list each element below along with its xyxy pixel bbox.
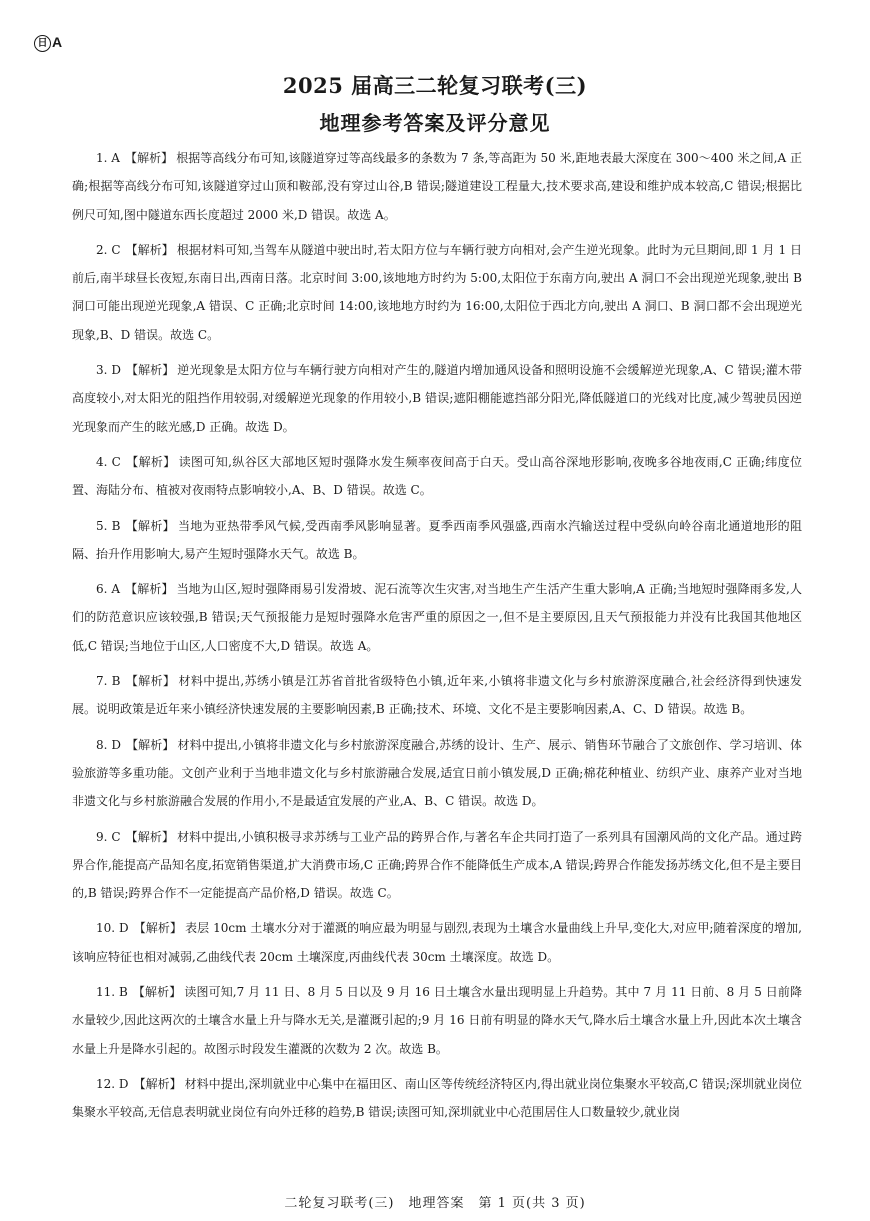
analysis-tag: 【解析】 [125,582,174,597]
analysis-tag: 【解析】 [124,151,174,165]
analysis-tag: 【解析】 [125,674,176,689]
analysis-tag: 【解析】 [132,985,182,1000]
answer-item [72,512,802,569]
document-subtitle: 地理参考答案及评分意见 [319,111,551,135]
answer-number: 8. D [96,737,121,752]
analysis-tag: 【解析】 [125,363,175,378]
analysis-tag: 【解析】 [133,921,183,936]
analysis-tag: 【解析】 [133,1076,182,1091]
answer-number: 12. D [96,1076,129,1091]
analysis-text: 材料中提出,小镇积极寻求苏绣与工业产品的跨界合作,与著名车企共同打造了一系列具有国潮风尚的文化产品。通过跨界合作,能提高产品知名度,拓宽销售渠道,扩大消费市场,C 正确;跨界合作不能降低生产成本,A 错误;跨界合作能发扬苏绣文化,但不是主要目的,B 错误;跨界合作不一定能提高产品价格,D 错误。故选 C。 [72,829,802,901]
analysis-tag: 【解析】 [125,454,176,469]
version-letter: A [52,34,63,50]
analysis-text: 根据材料可知,当驾车从隧道中驶出时,若太阳方位与车辆行驶方向相对,会产生逆光现象。此时为元旦期间,即 1 月 1 日前后,南半球昼长夜短,东南日出,西南日落。北京时间 3:00,该地地方时约为 5:00,太阳位于东南方向,驶出 A 洞口不会出现逆光现象,驶出 B 洞口可能出现逆光现象,A 错误、C 正确;北京时间 14:00,该地地方时约为 16:00,太阳位于西北方向,驶出 A 洞口、B 洞口都不会出现逆光现象,B、D 错误。故选 C。 [72,242,802,342]
answer-item [72,356,802,441]
analysis-tag: 【解析】 [125,242,174,257]
analysis-text: 材料中提出,苏绣小镇是江苏省首批省级特色小镇,近年来,小镇将非遗文化与乡村旅游深度融合,社会经济得到快速发展。说明政策是近年来小镇经济快速发展的主要影响因素,B 正确;技术、环境、文化不是主要影响因素,A、C、D 错误。故选 B。 [72,674,802,717]
analysis-text: 材料中提出,深圳就业中心集中在福田区、南山区等传统经济特区内,得出就业岗位集聚水平较高,C 错误;深圳就业岗位集聚水平较高,无信息表明就业岗位有向外迁移的趋势,B 错误;读图可知,深圳就业中心范围居住人口数量较少,就业岗 [72,1076,802,1120]
answer-number: 5. B [96,518,121,533]
analysis-text: 根据等高线分布可知,该隧道穿过等高线最多的条数为 7 条,等高距为 50 米,距地表最大深度在 300～400 米之间,A 正确;根据等高线分布可知,该隧道穿过山顶和鞍部,没有穿过山谷,B 错误;隧道建设工程量大,技术要求高,建设和维护成本较高,C 错误;根据比例尺可知,图中隧道东西长度超过 2000 米,D 错误。故选 A。 [72,151,802,222]
answer-number: 1. A [96,151,120,165]
exam-title: 2025 届高三二轮复习联考(三) [282,73,588,98]
answer-item [72,236,802,349]
answer-number: 6. A [96,582,121,597]
answer-number: 3. D [96,363,121,378]
answer-number: 11. B [96,985,128,1000]
analysis-text: 读图可知,7 月 11 日、8 月 5 日以及 9 月 16 日土壤含水量出现明显上升趋势。其中 7 月 11 日前、8 月 5 日前降水量较少,因此这两次的土壤含水量上升与降水无关,是灌溉引起的;9 月 16 日前有明显的降水天气,降水后土壤含水量上升,因此本次土壤含水量上升是降水引起的。故图示时段发生灌溉的次数为 2 次。故选 B。 [72,985,802,1056]
answer-item [72,731,802,816]
analysis-text: 读图可知,纵谷区大部地区短时强降水发生频率夜间高于白天。受山高谷深地形影响,夜晚多谷地夜雨,C 正确;纬度位置、海陆分布、植被对夜雨特点影响较小,A、B、D 错误。故选 C。 [72,454,802,498]
analysis-tag: 【解析】 [125,737,175,752]
paper-version-mark [34,34,62,52]
answer-item [72,575,802,660]
answer-item [72,667,802,724]
answer-item [72,448,802,505]
answer-number: 10. D [96,921,129,936]
analysis-text: 表层 10cm 土壤水分对于灌溉的响应最为明显与剧烈,表现为土壤含水量曲线上升早,变化大,对应甲;随着深度的增加,该响应特征也相对减弱,乙曲线代表 20cm 土壤深度,丙曲线代表 30cm 土壤深度。故选 D。 [72,921,802,964]
answer-item [72,144,802,229]
answer-number: 4. C [96,454,121,469]
analysis-text: 逆光现象是太阳方位与车辆行驶方向相对产生的,隧道内增加通风设备和照明设施不会缓解逆光现象,A、C 错误;灌木带高度较小,对太阳光的阻挡作用较弱,对缓解逆光现象的作用较小,B 错误;遮阳棚能遮挡部分阳光,降低隧道口的光线对比度,减少驾驶员因逆光现象而产生的眩光感,D 正确。故选 D。 [72,363,802,434]
answer-list [72,144,802,1134]
analysis-text: 当地为亚热带季风气候,受西南季风影响显著。夏季西南季风强盛,西南水汽输送过程中受纵向岭谷南北通道地形的阻隔、抬升作用影响大,易产生短时强降水天气。故选 B。 [72,518,802,561]
analysis-text: 材料中提出,小镇将非遗文化与乡村旅游深度融合,苏绣的设计、生产、展示、销售环节融合了文旅创作、学习培训、体验旅游等多重功能。文创产业利于当地非遗文化与乡村旅游融合发展,适宜日前小镇发展,D 正确;棉花种植业、纺织产业、康养产业对当地非遗文化与乡村旅游融合发展的作用小,不是最适宜发展的产业,A、B、C 错误。故选 D。 [72,737,802,809]
answer-number: 2. C [96,242,121,257]
circled-mark-icon: 日 [34,35,51,52]
answer-item [72,823,802,908]
analysis-tag: 【解析】 [125,518,176,533]
analysis-text: 当地为山区,短时强降雨易引发滑坡、泥石流等次生灾害,对当地生产生活产生重大影响,A 正确;当地短时强降雨多发,人们的防范意识应该较强,B 错误;天气预报能力是短时强降水危害严重的原因之一,但不是主要原因,且天气预报能力并没有比我国其他地区低,C 错误;当地位于山区,人口密度不大,D 错误。故选 A。 [72,582,802,653]
answer-number: 9. C [96,829,121,844]
answer-number: 7. B [96,674,121,689]
answer-item [72,914,802,971]
analysis-tag: 【解析】 [125,829,175,844]
answer-item [72,1070,802,1127]
page-footer: 二轮复习联考(三) 地理答案 第 1 页(共 3 页) [284,1196,586,1211]
answer-item [72,978,802,1063]
